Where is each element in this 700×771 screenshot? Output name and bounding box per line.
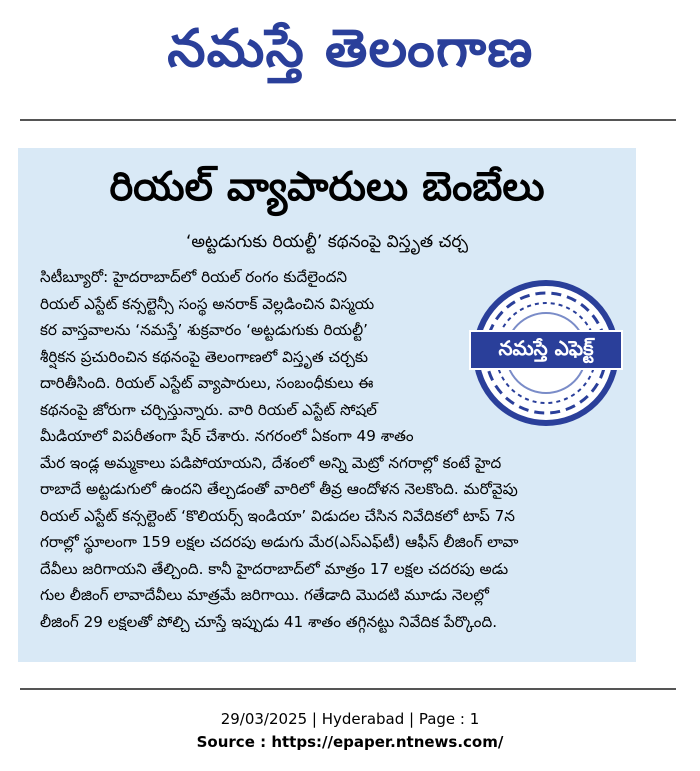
body-line: శీర్షికన ప్రచురించిన కథనంపై తెలంగాణలో విస్తృత చర్చకు [40,347,369,366]
body-line: రియల్ ఎస్టేట్ కన్సల్టెన్సీ సంస్థ అనరాక్ వెల్లడించిన విస్మయ [40,294,375,313]
masthead [0,0,700,110]
body-line: గుల లీజింగ్ లావాదేవీలు మాత్రమే జరిగాయి. గతేడాది మొదటి మూడు నెలల్లో [40,586,489,604]
body-line: దేవీలు జరిగాయని తేల్చింది. కానీ హైదరాబాద్‌లో మాత్రం 17 లక్షల చదరపు అడు [40,559,509,578]
footer-date-line: 29/03/2025 | Hyderabad | Page : 1 [220,710,480,728]
badge-label: నమస్తే ఎఫెక్ట్ [469,330,623,370]
body-line: రాబాదే అట్టడుగులో ఉందని తేల్చడంతో వారిలో తీవ్ర ఆందోళన నెలకొంది. మరోవైపు [40,480,518,498]
top-divider [20,119,676,121]
body-line: లీజింగ్ 29 లక్షలతో పోల్చి చూస్తే ఇప్పుడు 41 శాతం తగ్గినట్టు నివేదిక పేర్కొంది. [40,612,498,631]
body-line: దారితీసింది. రియల్ ఎస్టేట్ వ్యాపారులు, సంబంధీకులు ఈ [40,374,374,392]
body-line: గరాల్లో స్థూలంగా 159 లక్షల చదరపు అడుగు మేర(ఎస్‌ఎఫ్‌టీ) ఆఫీస్ లీజింగ్ లావా [40,533,519,551]
body-line: కథనంపై జోరుగా చర్చిస్తున్నారు. వారి రియల్ ఎస్టేట్ సోషల్ [40,400,377,419]
article-body [40,264,630,635]
body-line: రియల్ ఎస్టేట్ కన్సల్టెంట్ ‘కొలియర్స్ ఇండియా’ విడుదల చేసిన నివేదికలో టాప్ 7న [40,506,515,525]
article-headline: రియల్ వ్యాపారులు బెంబేలు [109,164,545,210]
article-subhead: ‘అట్టడుగుకు రియల్టీ’ కథనంపై విస్తృత చర్చ [185,232,469,252]
bottom-divider [20,688,676,690]
footer-source-line: Source : https://epaper.ntnews.com/ [196,733,504,751]
body-line: కర వాస్తవాలను ‘నమస్తే’ శుక్రవారం ‘అట్టడుగుకు రియల్టీ’ [40,321,368,339]
body-line: సిటీబ్యూరో: హైదరాబాద్‌లో రియల్ రంగం కుదేలైందని [40,268,348,286]
newspaper-logo: నమస్తే తెలంగాణ [166,18,534,79]
news-clipping [18,148,636,662]
body-line: మేర ఇండ్ల అమ్మకాలు పడిపోయాయని, దేశంలో అన్ని మెట్రో నగరాల్లో కంటే హైద [40,453,502,472]
body-line: మీడియాలో విపరీతంగా షేర్ చేశారు. నగరంలో ఏకంగా 49 శాతం [40,427,414,445]
